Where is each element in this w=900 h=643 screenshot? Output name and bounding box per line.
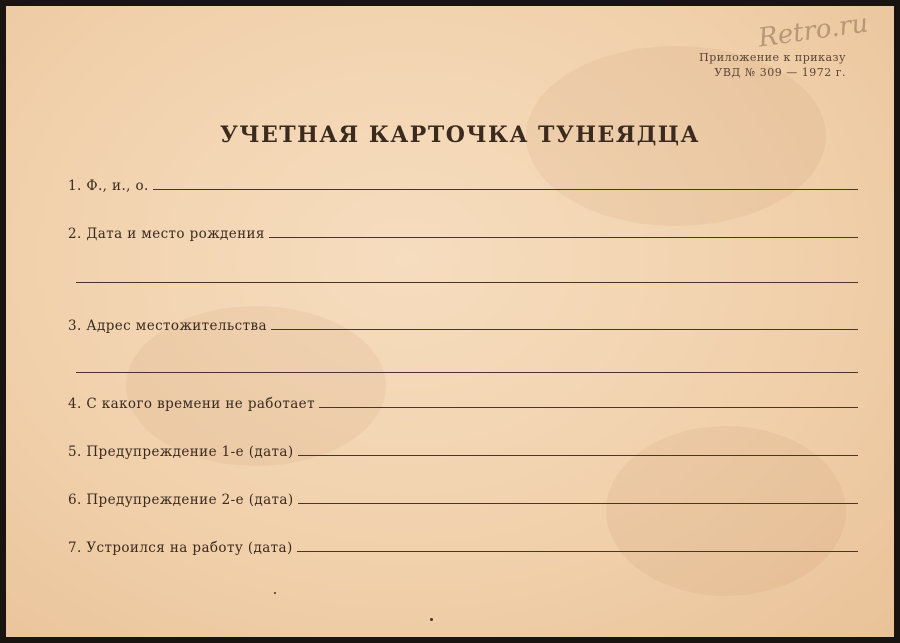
fill-line bbox=[153, 189, 858, 190]
fill-line bbox=[298, 455, 859, 456]
field-warning-2[interactable] bbox=[68, 486, 858, 508]
registration-card bbox=[6, 6, 894, 637]
fill-line-continuation[interactable] bbox=[76, 282, 858, 283]
field-label: 2. Дата и место рождения bbox=[68, 226, 265, 242]
field-label: 5. Предупреждение 1-е (дата) bbox=[68, 444, 294, 460]
field-label: 7. Устроился на работу (дата) bbox=[68, 540, 293, 556]
field-birth-date-place[interactable] bbox=[68, 220, 858, 242]
fill-line bbox=[271, 329, 858, 330]
appendix-note bbox=[699, 50, 846, 80]
field-unemployed-since[interactable] bbox=[68, 390, 858, 412]
field-label: 3. Адрес местожительства bbox=[68, 318, 267, 334]
card-title: УЧЕТНАЯ КАРТОЧКА ТУНЕЯДЦА bbox=[220, 122, 700, 148]
field-label: 6. Предупреждение 2-е (дата) bbox=[68, 492, 294, 508]
field-employed-date[interactable] bbox=[68, 534, 858, 556]
fill-line-continuation[interactable] bbox=[76, 372, 858, 373]
field-full-name[interactable] bbox=[68, 172, 858, 194]
fill-line bbox=[269, 237, 858, 238]
field-address[interactable] bbox=[68, 312, 858, 334]
ink-speck bbox=[274, 592, 276, 594]
appendix-line-1: Приложение к приказу bbox=[699, 51, 846, 64]
field-label: 1. Ф., и., о. bbox=[68, 178, 149, 194]
watermark-logo: Retro.ru bbox=[755, 8, 870, 54]
fill-line bbox=[297, 551, 858, 552]
appendix-line-2: УВД № 309 — 1972 г. bbox=[714, 66, 846, 79]
fill-line bbox=[298, 503, 859, 504]
field-label: 4. С какого времени не работает bbox=[68, 396, 315, 412]
field-warning-1[interactable] bbox=[68, 438, 858, 460]
ink-speck bbox=[430, 618, 433, 621]
fill-line bbox=[319, 407, 858, 408]
